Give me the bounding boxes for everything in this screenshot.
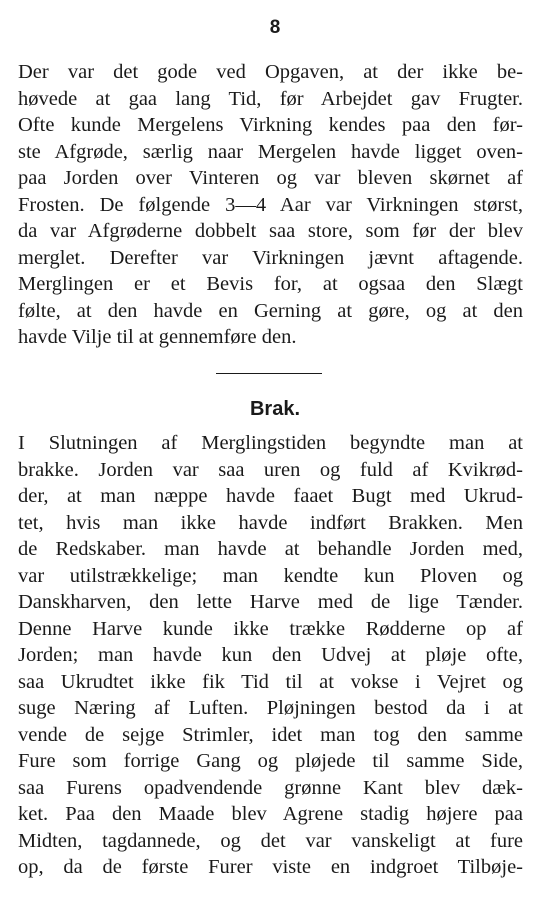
text-line: havde Vilje til at gennemføre den. bbox=[18, 326, 297, 348]
text-line: Denne Harve kunde ikke trække Rødderne op af bbox=[18, 617, 523, 640]
text-line: op, da de første Furer viste en indgroet Tilbøje- bbox=[18, 856, 523, 878]
paragraph-merglingen bbox=[18, 59, 523, 351]
text-line: Fure som forrige Gang og pløjede til samme Side, bbox=[18, 750, 523, 772]
text-line: følte, at den havde en Gerning at gøre, og at den bbox=[18, 299, 523, 322]
text-line: saa Ukrudtet ikke fik Tid til at vokse i Vejret og bbox=[18, 670, 523, 693]
text-line: I Slutningen af Merglingstiden begyndte man at bbox=[18, 432, 523, 454]
text-line: Frosten. De følgende 3—4 Aar var Virkningen størst, bbox=[18, 193, 523, 216]
text-line: ste Afgrøde, særlig naar Mergelen havde ligget oven- bbox=[18, 140, 523, 163]
text-line: saa Furens opadvendende grønne Kant blev dæk- bbox=[18, 776, 523, 799]
section-divider bbox=[216, 373, 322, 374]
text-line: tet, hvis man ikke havde indført Brakken. Men bbox=[18, 511, 523, 534]
text-line: da var Afgrøderne dobbelt saa store, som før der blev bbox=[18, 220, 523, 242]
text-line: paa Jorden over Vinteren og var bleven skørnet af bbox=[18, 167, 523, 189]
text-line: vende de sejge Strimler, idet man tog den samme bbox=[18, 723, 523, 746]
text-line: var utilstrækkelige; man kendte kun Ploven og bbox=[18, 564, 523, 587]
text-line: de Redskaber. man havde at behandle Jorden med, bbox=[18, 538, 523, 560]
text-line: der, at man næppe havde faaet Bugt med Ukrud- bbox=[18, 485, 523, 507]
page-number: 8 bbox=[269, 17, 281, 38]
text-line: Danskharven, den lette Harve med de lige Tænder. bbox=[18, 591, 523, 613]
text-line: brakke. Jorden var saa uren og fuld af Kvikrød- bbox=[18, 458, 523, 481]
paragraph-brak bbox=[18, 430, 523, 881]
section-heading: Brak. bbox=[249, 398, 301, 420]
text-line: merglet. Derefter var Virkningen jævnt aftagende. bbox=[18, 246, 523, 269]
text-line: Der var det gode ved Opgaven, at der ikke be- bbox=[18, 61, 523, 83]
text-line: Ofte kunde Mergelens Virkning kendes paa den før- bbox=[18, 114, 523, 136]
text-line: suge Næring af Luften. Pløjningen bestod da i at bbox=[18, 697, 523, 719]
text-line: høvede at gaa lang Tid, før Arbejdet gav Frugter. bbox=[18, 87, 523, 110]
text-line: Merglingen er et Bevis for, at ogsaa den Slægt bbox=[18, 273, 523, 295]
text-line: ket. Paa den Maade blev Agrene stadig højere paa bbox=[18, 803, 523, 825]
text-line: Jorden; man havde kun den Udvej at pløje ofte, bbox=[18, 644, 523, 666]
text-line: Midten, tagdannede, og det var vanskeligt at fure bbox=[18, 829, 523, 852]
